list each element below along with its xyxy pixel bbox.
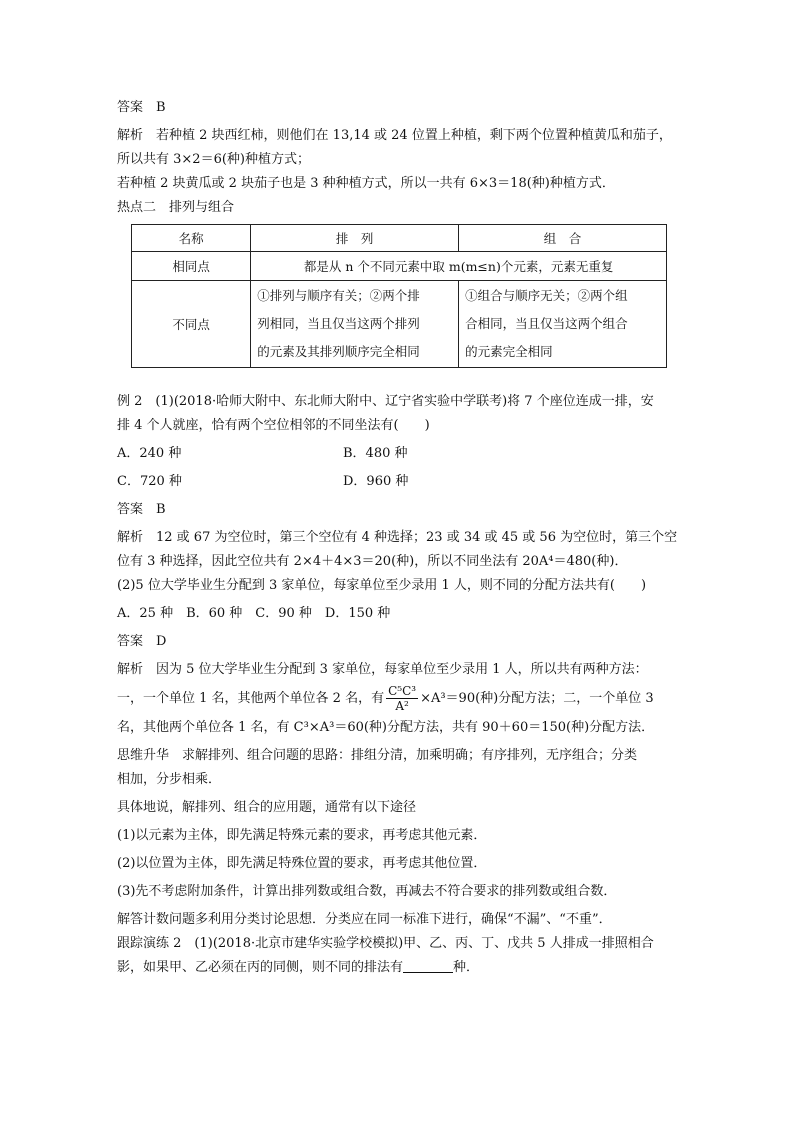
practice-line: 跟踪演练 2 (1)(2018·北京市建华实验学校模拟)甲、乙、丙、丁、戊共 5 人排成一排照相合	[117, 936, 654, 951]
table-cell-line: 的元素及其排列顺序完全相同	[257, 344, 420, 359]
option-a: A．240 种	[117, 446, 182, 461]
answer-blank	[403, 958, 453, 973]
analysis-text: 一，一个单位 1 名，其他两个单位各 2 名，有	[117, 691, 385, 706]
fraction-numerator: C⁵C³	[388, 684, 417, 698]
section-title: 热点二 排列与组合	[117, 200, 235, 215]
practice-text: 种．	[453, 960, 480, 975]
table-cell-line: ①组合与顺序无关；②两个组	[465, 288, 628, 303]
fraction	[386, 684, 418, 713]
table-cell-line: 合相同，当且仅当这两个组合	[465, 316, 628, 331]
answer-line: 答案 B	[117, 100, 166, 115]
summary-line: 解答计数问题多利用分类讨论思想．分类应在同一标准下进行，确保“不漏”、“不重”．	[117, 912, 612, 927]
analysis-text: ×A³＝90(种)分配方法；二，一个单位 3	[420, 691, 654, 706]
practice-line	[117, 956, 677, 980]
table-cell	[459, 281, 667, 368]
analysis-line-with-fraction	[117, 682, 677, 716]
option-d: D．960 种	[343, 474, 409, 489]
summary-line: 具体地说，解排列、组合的应用题，通常有以下途径	[117, 800, 417, 815]
table-cell	[251, 281, 459, 368]
analysis-line: 所以共有 3×2＝6(种)种植方式；	[117, 152, 310, 167]
answer-line: 答案 D	[117, 634, 167, 649]
table-cell: 都是从 n 个不同元素中取 m(m≤n)个元素，元素无重复	[251, 252, 667, 281]
answer-line: 答案 B	[117, 502, 166, 517]
analysis-line: 名，其他两个单位各 1 名，有 C³×A³＝60(种)分配方法，共有 90＋60＝150(种)分配方法．	[117, 720, 655, 735]
practice-text: 影，如果甲、乙必须在丙的同侧，则不同的排法有	[117, 960, 404, 975]
table-row	[132, 281, 667, 368]
table-header-cell: 排 列	[251, 225, 459, 252]
summary-item: (3)先不考虑附加条件，计算出排列数或组合数，再减去不符合要求的排列数或组合数．	[117, 884, 617, 899]
table-header-cell: 组 合	[459, 225, 667, 252]
example-question-line: 例 2 (1)(2018·哈师大附中、东北师大附中、辽宁省实验中学联考)将 7 个座位连成一排，安	[117, 394, 654, 409]
document-content	[117, 96, 677, 980]
table-row-label: 不同点	[132, 281, 251, 368]
question-line: (2)5 位大学毕业生分配到 3 家单位，每家单位至少录用 1 人，则不同的分配方法共有( )	[117, 578, 647, 593]
options-row	[117, 470, 677, 494]
summary-line: 思维升华 求解排列、组合问题的思路：排组分清，加乘明确；有序排列，无序组合；分类	[117, 748, 638, 763]
analysis-line: 解析 12 或 67 为空位时，第三个空位有 4 种选择；23 或 34 或 45 或 56 为空位时，第三个空	[117, 530, 678, 545]
options-row	[117, 442, 677, 466]
table-cell-line: 列相同，当且仅当这两个排列	[257, 316, 420, 331]
comparison-table	[131, 224, 667, 368]
summary-item: (2)以位置为主体，即先满足特殊位置的要求，再考虑其他位置．	[117, 856, 487, 871]
table-row-label: 相同点	[132, 252, 251, 281]
options-line: A．25 种 B．60 种 C．90 种 D．150 种	[117, 606, 391, 621]
table-row	[132, 252, 667, 281]
example-question-line: 排 4 个人就座，恰有两个空位相邻的不同坐法有( )	[117, 418, 430, 433]
table-header-cell: 名称	[132, 225, 251, 252]
analysis-line: 解析 若种植 2 块西红柿，则他们在 13,14 或 24 位置上种植，剩下两个位置种植黄瓜和茄子，	[117, 128, 672, 143]
analysis-line: 若种植 2 块黄瓜或 2 块茄子也是 3 种种植方式，所以一共有 6×3＝18(种)种植方式．	[117, 176, 615, 191]
table-cell-line: 的元素完全相同	[465, 344, 553, 359]
table-cell-line: ①排列与顺序有关；②两个排	[257, 288, 420, 303]
analysis-line: 解析 因为 5 位大学毕业生分配到 3 家单位，每家单位至少录用 1 人，所以共有两种方法：	[117, 662, 648, 677]
analysis-line: 位有 3 种选择，因此空位共有 2×4＋4×3＝20(种)，所以不同坐法有 20A⁴＝480(种)．	[117, 554, 628, 569]
summary-item: (1)以元素为主体，即先满足特殊元素的要求，再考虑其他元素．	[117, 828, 487, 843]
table-header-row	[132, 225, 667, 252]
option-b: B．480 种	[343, 446, 408, 461]
summary-line: 相加，分步相乘．	[117, 772, 222, 787]
option-c: C．720 种	[117, 474, 182, 489]
fraction-denominator: A²	[395, 699, 409, 713]
